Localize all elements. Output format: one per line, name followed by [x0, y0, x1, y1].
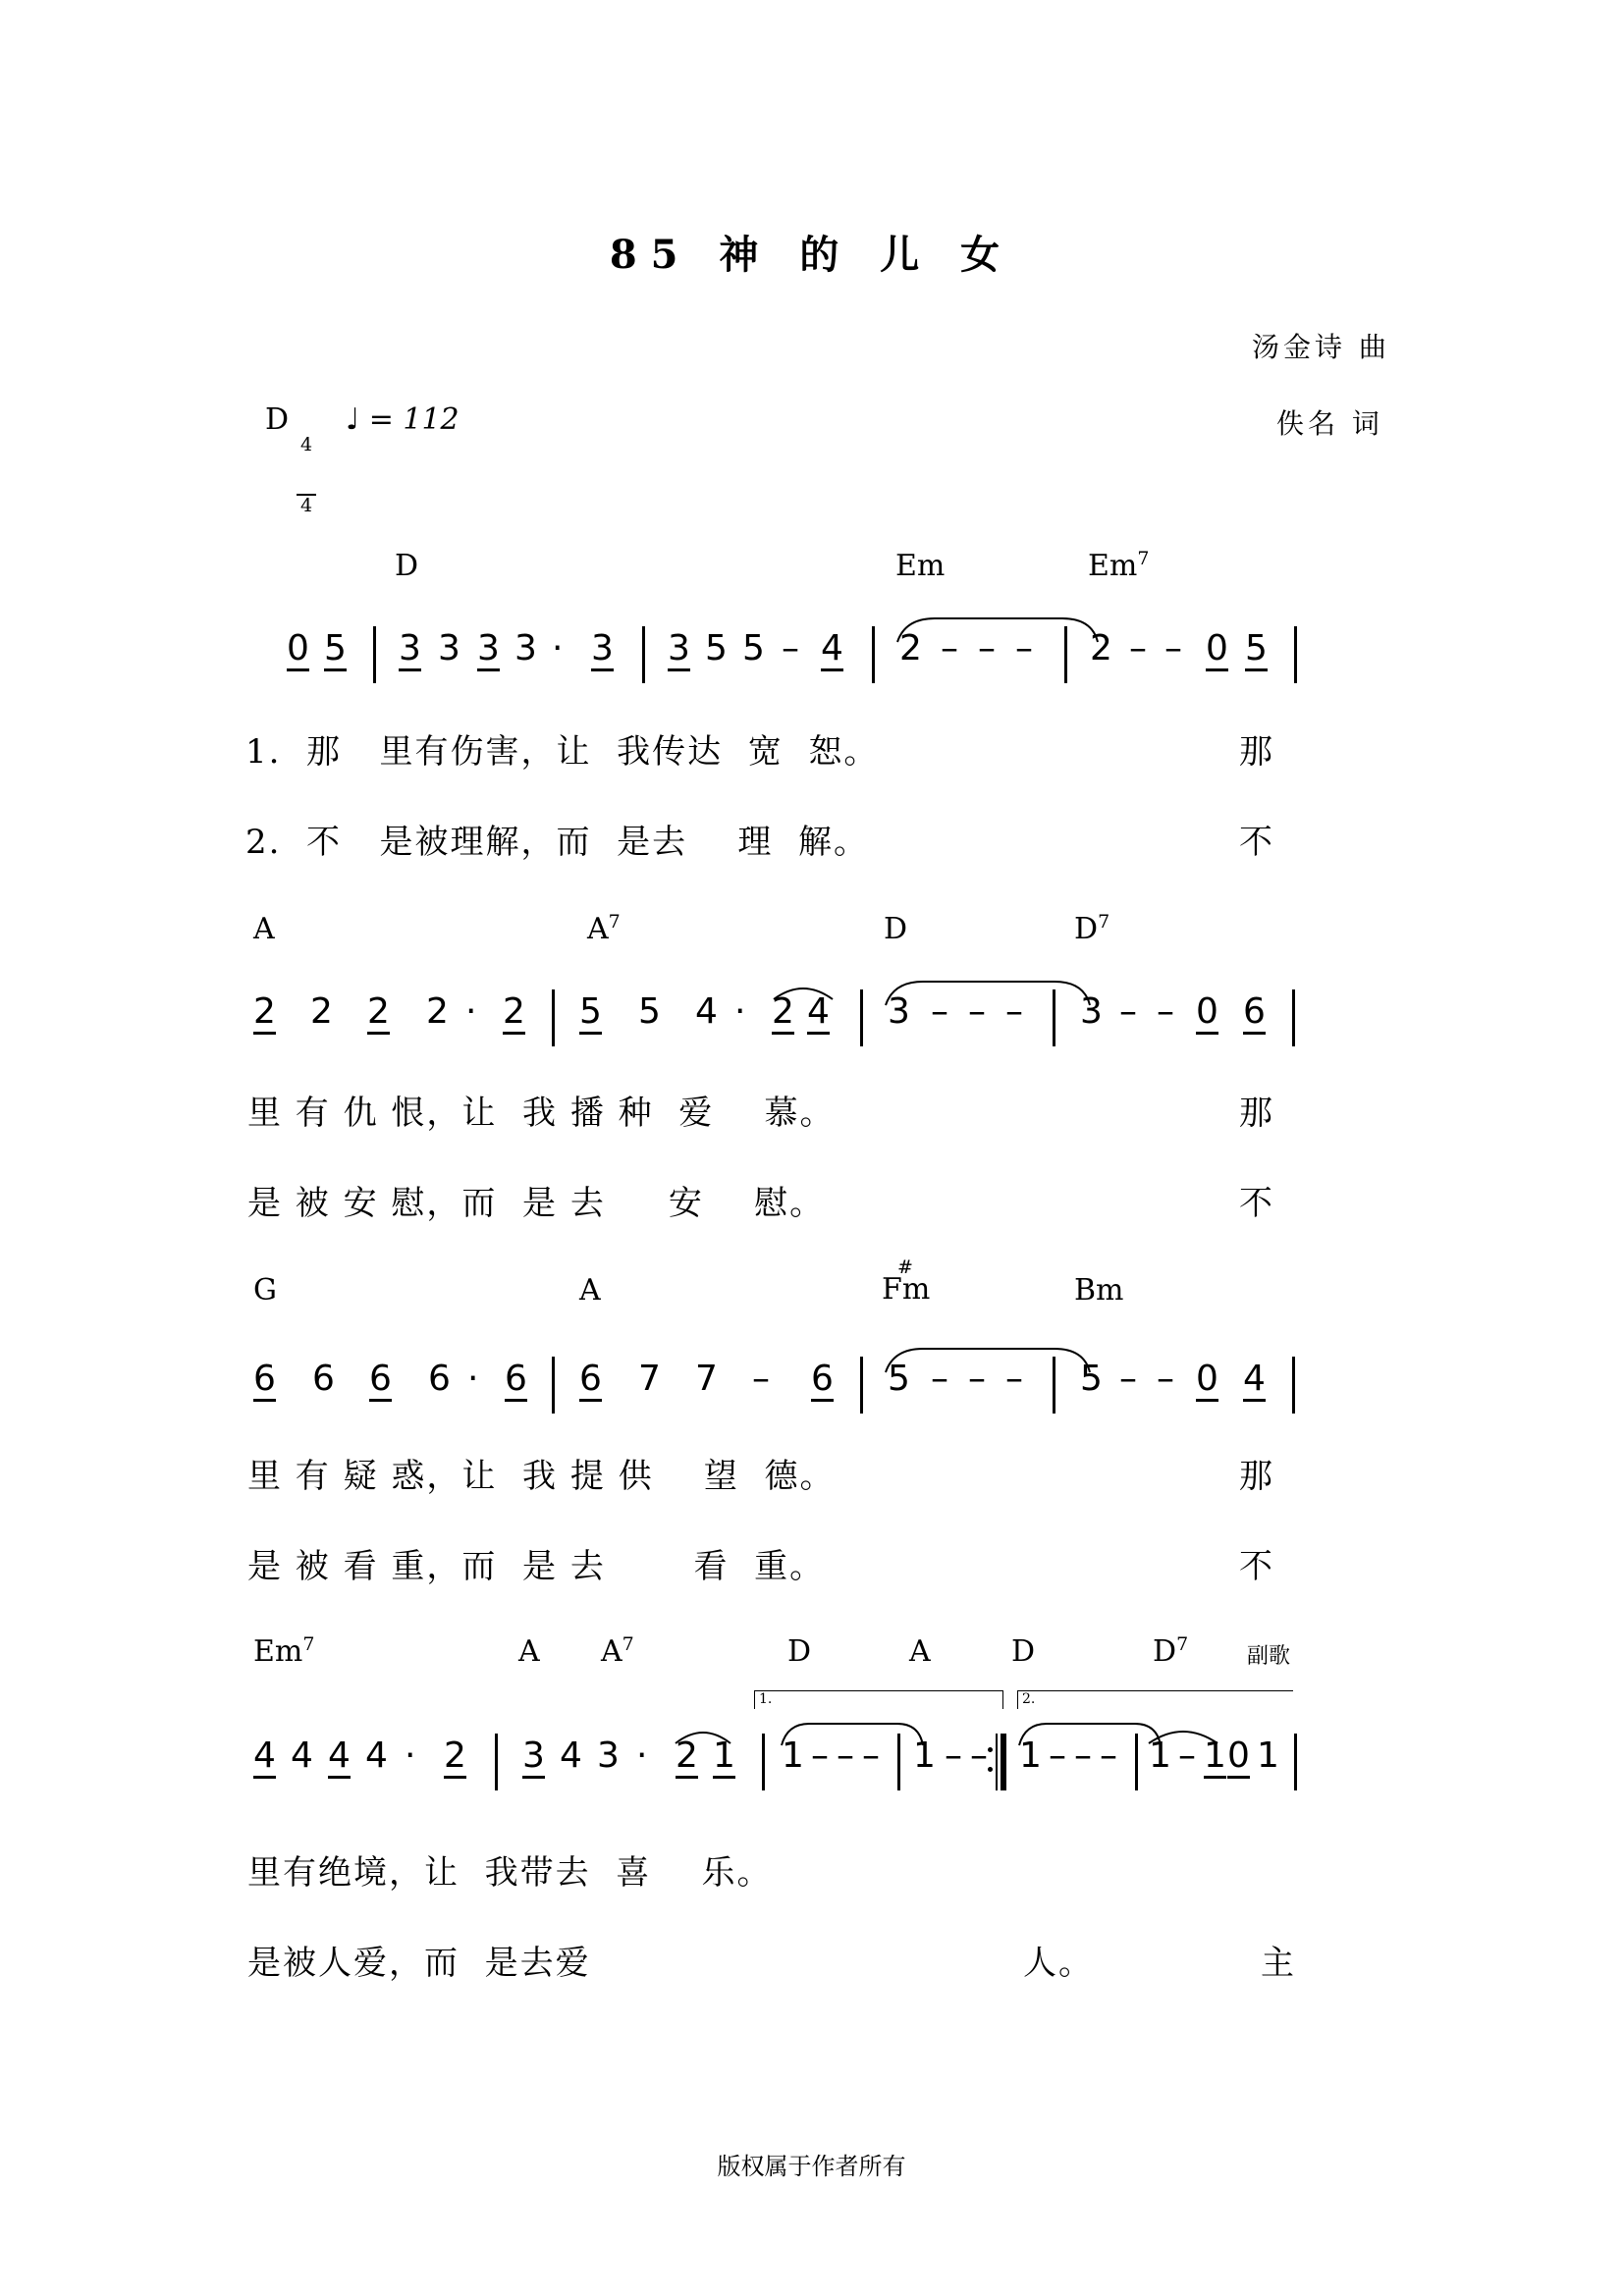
chord: Em$^7$ [253, 1633, 315, 1669]
lyric-verse-1-pickup: 那 [1239, 1094, 1274, 1133]
lyric-verse-2-pickup: 不 [1239, 1547, 1274, 1586]
note: 4 [365, 1735, 388, 1776]
dash: – [978, 628, 996, 668]
chord: A [579, 1273, 601, 1308]
note: 4 [291, 1735, 313, 1776]
chord: $D^7$ [1074, 911, 1110, 946]
note: 7 [695, 1359, 718, 1399]
note: 1 [782, 1735, 804, 1776]
note: 2 [310, 991, 333, 1032]
dash: – [1119, 991, 1137, 1032]
note: 3 [597, 1735, 620, 1776]
chord: D [787, 1634, 812, 1669]
note: 5 [888, 1359, 910, 1399]
lyric-verse-1: 1. 那 里有伤害，让 我传达 宽 恕。 [245, 732, 880, 772]
note: 2 [772, 991, 794, 1035]
tempo-marking [346, 402, 460, 437]
dash: – [931, 991, 948, 1032]
note: 5 [579, 991, 602, 1035]
dash: – [1157, 1359, 1174, 1399]
note: 2 [1090, 628, 1112, 668]
barline [1135, 1734, 1138, 1790]
chorus-mark: 副歌 [1247, 1644, 1291, 1669]
note: 3 [591, 628, 614, 671]
lyricist-credit: 佚名 词 [1276, 407, 1383, 440]
chord: A [909, 1634, 931, 1669]
tie [895, 614, 1102, 644]
note: 1 [913, 1735, 936, 1776]
barline [552, 1357, 555, 1414]
note: 3 [1080, 991, 1103, 1032]
note: 6 [369, 1359, 392, 1402]
dot: · [734, 991, 746, 1032]
note: 3 [438, 628, 460, 668]
note: 0 [287, 628, 309, 671]
dash: – [1074, 1735, 1092, 1776]
dash: – [1119, 1359, 1137, 1399]
note: 2 [676, 1735, 698, 1779]
note: 3 [399, 628, 421, 671]
tie [884, 978, 1094, 1007]
note: 4 [328, 1735, 351, 1779]
dash: – [862, 1735, 880, 1776]
key-signature: D [265, 402, 290, 437]
time-signature [297, 396, 316, 535]
second-ending-bracket [1017, 1690, 1293, 1709]
note: 5 [705, 628, 728, 668]
note: 4 [1243, 1359, 1266, 1402]
dot: · [405, 1735, 416, 1776]
note: 6 [428, 1359, 451, 1399]
lyric-verse-2: 是 被 安 慰，而 是 去 安 慰。 [247, 1184, 826, 1223]
barline [1053, 989, 1055, 1046]
note: 1 [1257, 1735, 1279, 1776]
dot: · [552, 628, 564, 668]
dash: – [811, 1735, 829, 1776]
note: 3 [514, 628, 537, 668]
dash: – [782, 628, 799, 668]
lyric-verse-1-pickup: 那 [1239, 1457, 1274, 1496]
note: 4 [560, 1735, 582, 1776]
barline [762, 1734, 765, 1790]
chord: Bm [1074, 1273, 1124, 1308]
barline [996, 1734, 998, 1790]
lyric-verse-2: 是 被 看 重，而 是 去 看 重。 [247, 1547, 826, 1586]
note: 3 [522, 1735, 545, 1779]
dash: – [1015, 628, 1033, 668]
barline [642, 626, 645, 683]
composer-credit: 汤金诗 曲 [1252, 331, 1390, 363]
barline [860, 989, 863, 1046]
note: 4 [695, 991, 718, 1032]
first-ending-label: 1. [759, 1691, 773, 1707]
note: 1 [1019, 1735, 1042, 1776]
chord: D [395, 549, 419, 583]
tie [884, 1345, 1094, 1374]
first-ending-bracket [754, 1690, 1003, 1709]
chord: D [1011, 1634, 1036, 1669]
dash: – [1005, 1359, 1023, 1399]
chord: # Fm [882, 1256, 931, 1307]
dash: – [931, 1359, 948, 1399]
note: 6 [579, 1359, 602, 1402]
barline [1292, 1357, 1295, 1414]
dash: – [941, 628, 958, 668]
note: 2 [503, 991, 525, 1035]
note: 5 [1080, 1359, 1103, 1399]
chord: Em [895, 549, 946, 583]
copyright-footer: 版权属于作者所有 [717, 2153, 906, 2180]
note: 1 [1149, 1735, 1171, 1776]
time-signature-bottom: 4 [297, 494, 316, 515]
barline [872, 626, 875, 683]
chord: Em$^7$ [1088, 548, 1150, 583]
barline [1053, 1357, 1055, 1414]
lyric-verse-1-pickup: 那 [1239, 732, 1274, 772]
note: 5 [324, 628, 347, 671]
note: 5 [1245, 628, 1268, 671]
dot: · [467, 1359, 479, 1399]
note: 6 [312, 1359, 335, 1399]
lyric-verse-2-pickup: 不 [1239, 823, 1274, 862]
barline [1294, 1734, 1297, 1790]
dash: – [1178, 1735, 1196, 1776]
dash: – [752, 1359, 770, 1399]
barline [1001, 1734, 1006, 1790]
dash: – [1005, 991, 1023, 1032]
note: 1 [713, 1735, 735, 1779]
barline [495, 1734, 498, 1790]
barline [1064, 626, 1067, 683]
note: 4 [821, 628, 843, 671]
lyric-verse-2-pickup: 不 [1239, 1184, 1274, 1223]
barline [373, 626, 376, 683]
song-title: 85 神 的 儿 女 [609, 232, 1014, 278]
repeat-dot [988, 1747, 993, 1752]
dash: – [1100, 1735, 1117, 1776]
dash: – [1164, 628, 1182, 668]
note: 2 [253, 991, 276, 1035]
lyric-verse-1: 里 有 仇 恨，让 我 播 种 爱 慕。 [247, 1094, 836, 1133]
note: 3 [668, 628, 690, 671]
note: 5 [742, 628, 765, 668]
dash: – [1049, 1735, 1066, 1776]
chord: $D^7$ [1153, 1633, 1189, 1669]
chord: A [518, 1634, 540, 1669]
barline [897, 1734, 900, 1790]
time-signature-top: 4 [299, 434, 313, 455]
dot: · [636, 1735, 648, 1776]
note: 7 [638, 1359, 661, 1399]
note: 0 [1196, 991, 1218, 1035]
note: 2 [426, 991, 449, 1032]
barline [860, 1357, 863, 1414]
note: 0 [1196, 1359, 1218, 1402]
dash: – [837, 1735, 854, 1776]
lyric-verse-2: 2. 不 是被理解，而 是去 理 解。 [245, 823, 869, 862]
barline [1292, 989, 1295, 1046]
chord: G [253, 1273, 277, 1308]
dot: · [465, 991, 477, 1032]
chord: $A^7$ [601, 1633, 634, 1669]
dash: – [968, 991, 986, 1032]
lyric-chorus-pickup: 主 [1261, 1944, 1296, 1983]
lyric-verse-2-ending: 人。 [1023, 1944, 1094, 1983]
dash: – [968, 1359, 986, 1399]
note: 3 [888, 991, 910, 1032]
note: 0 [1206, 628, 1228, 671]
barline [1294, 626, 1297, 683]
lyric-verse-1: 里有绝境，让 我带去 喜 乐。 [247, 1853, 773, 1893]
tempo-value: = 112 [368, 402, 460, 437]
second-ending-label: 2. [1022, 1691, 1036, 1707]
lyric-verse-2: 是被人爱，而 是去爱 [247, 1944, 591, 1983]
quarter-note-icon: ♩ [346, 402, 360, 437]
note: 2 [444, 1735, 466, 1779]
note: 4 [807, 991, 830, 1035]
note: 5 [638, 991, 661, 1032]
chord: A [253, 912, 275, 946]
repeat-dot [988, 1767, 993, 1772]
barline [552, 989, 555, 1046]
note: 6 [253, 1359, 276, 1402]
dash: – [1129, 628, 1147, 668]
dash: – [1157, 991, 1174, 1032]
dash: – [945, 1735, 962, 1776]
lyric-verse-1: 里 有 疑 惑，让 我 提 供 望 德。 [247, 1457, 836, 1496]
note: 4 [253, 1735, 276, 1779]
note: 0 [1227, 1735, 1250, 1779]
note: 1 [1204, 1735, 1226, 1779]
note: 2 [367, 991, 390, 1035]
note: 6 [505, 1359, 527, 1402]
note: 6 [811, 1359, 834, 1402]
note: 6 [1243, 991, 1266, 1035]
dash: – [970, 1735, 988, 1776]
chord: D [884, 912, 908, 946]
note: 3 [477, 628, 500, 671]
note: 2 [899, 628, 922, 668]
chord: $A^7$ [587, 911, 621, 946]
